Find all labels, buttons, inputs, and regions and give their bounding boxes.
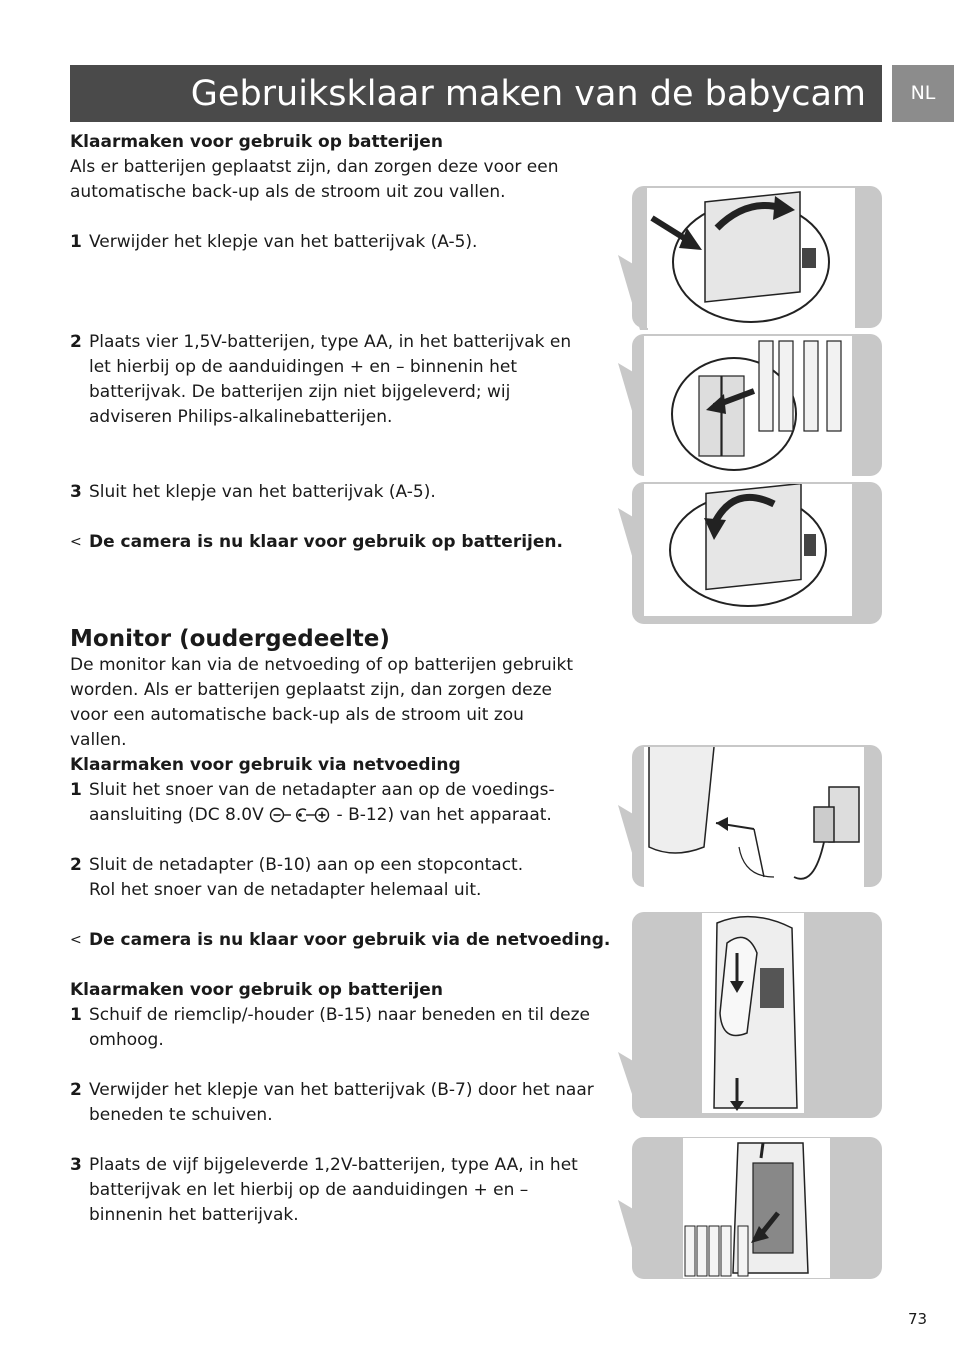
- monitor-mains-drawing: [644, 747, 864, 887]
- panel-tab: [618, 1200, 648, 1275]
- step-number: 1: [70, 1005, 82, 1025]
- page-number: 73: [908, 1310, 928, 1328]
- monitor-mains-illustration: [644, 747, 864, 887]
- result-marker: <: [70, 932, 82, 948]
- monitor-intro: De monitor kan via de netvoeding of op batterijen gebruikt worden. Als er batterijen geplaatst zijn, dan zorgen deze voor een automatische back-up als de stroom uit zou vallen.: [70, 655, 574, 750]
- step-text: Verwijder het klepje van het batterijvak (A-5).: [89, 232, 478, 252]
- monitor-battery-insert-illustration: [683, 1138, 830, 1278]
- monitor-step-2: [70, 1078, 605, 1128]
- monitor-mains-heading: Klaarmaken voor gebruik via netvoeding: [70, 755, 461, 775]
- step-number: 2: [70, 855, 82, 875]
- camera-cover-close-illustration: [644, 484, 852, 616]
- dc-polarity-icon: [269, 807, 331, 823]
- result-marker: <: [70, 534, 82, 550]
- camera-battery-intro: Als er batterijen geplaatst zijn, dan zorgen deze voor een automatische back-up als de stroom uit zou vallen.: [70, 157, 559, 202]
- camera-step-3: [70, 480, 615, 505]
- step-number: 2: [70, 1080, 82, 1100]
- camera-cover-removal-illustration: [647, 188, 855, 328]
- monitor-step-3: [70, 1153, 605, 1228]
- camera-battery-result: [70, 530, 630, 555]
- camera-cover-removal-drawing: [647, 188, 855, 328]
- result-text: De camera is nu klaar voor gebruik via de netvoeding.: [89, 930, 611, 950]
- step-number: 1: [70, 232, 82, 252]
- step-text-line-1: Sluit de netadapter (B-10) aan op een stopcontact.: [89, 855, 524, 875]
- step-text: Sluit het klepje van het batterijvak (A-5).: [89, 482, 436, 502]
- mains-result: [70, 928, 640, 953]
- result-text: De camera is nu klaar voor gebruik op batterijen.: [89, 532, 563, 552]
- step-number: 3: [70, 1155, 82, 1175]
- camera-battery-insert-drawing: [644, 336, 852, 476]
- step-text: Plaats de vijf bijgeleverde 1,2V-batterijen, type AA, in het batterijvak en let hierbij op de aanduidingen + en – binnenin het batterijvak.: [89, 1155, 578, 1225]
- language-tab: NL: [892, 65, 954, 122]
- camera-step-2: [70, 330, 585, 430]
- step-number: 1: [70, 780, 82, 800]
- step-text-continued: - B-12) van het apparaat.: [336, 805, 552, 825]
- monitor-beltclip-illustration: [702, 913, 804, 1113]
- camera-battery-heading: Klaarmaken voor gebruik op batterijen: [70, 132, 443, 152]
- step-number: 2: [70, 332, 82, 352]
- mains-step-2: [70, 853, 615, 903]
- step-text: Plaats vier 1,5V-batterijen, type AA, in het batterijvak en let hierbij op de aanduidingen + en – binnenin het batterijvak. De batterijen zijn niet bijgeleverd; wij adviseren Philips-alkalinebatterijen.: [89, 332, 572, 427]
- panel-tab: [618, 1052, 648, 1118]
- page-title: Gebruiksklaar maken van de babycam: [190, 74, 866, 114]
- step-number: 3: [70, 482, 82, 502]
- monitor-step-1: [70, 1003, 595, 1053]
- camera-cover-close-drawing: [644, 484, 852, 616]
- step-text: Sluit het snoer van de netadapter aan op de voedings-aansluiting (DC 8.0V: [89, 780, 555, 825]
- step-text: Verwijder het klepje van het batterijvak (B-7) door het naar beneden te schuiven.: [89, 1080, 594, 1125]
- monitor-battery-heading: Klaarmaken voor gebruik op batterijen: [70, 980, 443, 1000]
- monitor-beltclip-drawing: [702, 913, 804, 1113]
- step-text: Schuif de riemclip/-houder (B-15) naar beneden en til deze omhoog.: [89, 1005, 591, 1050]
- monitor-battery-insert-drawing: [683, 1138, 830, 1278]
- camera-step-1: [70, 230, 615, 255]
- monitor-section-title: Monitor (oudergedeelte): [70, 626, 390, 652]
- camera-battery-insert-illustration: [644, 336, 852, 476]
- step-text-line-2: Rol het snoer van de netadapter helemaal uit.: [89, 880, 482, 900]
- panel-tab: [618, 255, 648, 330]
- title-bar: [70, 65, 882, 122]
- mains-step-1: [70, 778, 570, 828]
